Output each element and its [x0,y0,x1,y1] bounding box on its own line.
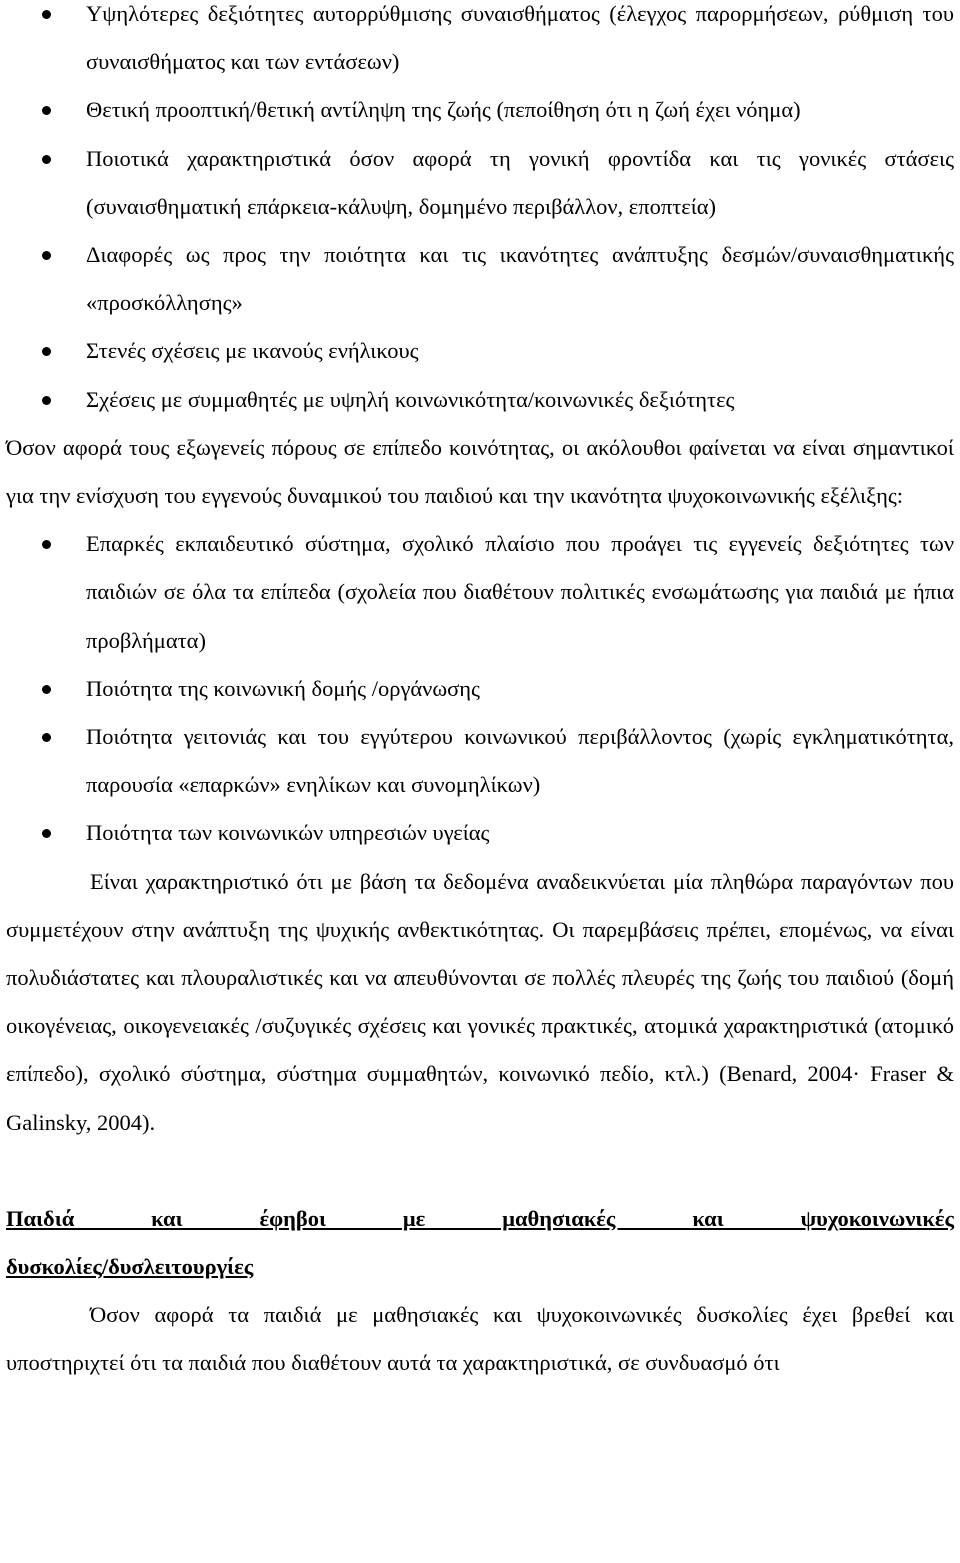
list-item [6,520,954,665]
list-item-text: Σχέσεις με συμμαθητές με υψηλή κοινωνικότητα/κοινωνικές δεξιότητες [86,386,735,412]
list-item-text: Ποιότητα των κοινωνικών υπηρεσιών υγείας [86,820,490,846]
bullet-icon [42,685,51,694]
conclusion-paragraph: Είναι χαρακτηριστικό ότι με βάση τα δεδομένα αναδεικνύεται μία πληθώρα παραγόντων που συμμετέχουν στην ανάπτυξη της ψυχικής ανθεκτικότητας. Οι παρεμβάσεις πρέπει, επομένως, να είναι πολυδιάστατες και πλουραλιστικές και να απευθύνονται σε πολλές πλευρές της ζωής του παιδιού (δομή οικογένειας, οικογενειακές /συζυγικές σχέσεις και γονικές πρακτικές, ατομικά χαρακτηριστικά (ατομικό επίπεδο), σχολικό σύστημα, σύστημα συμμαθητών, κοινωνικό πεδίο, κτλ.) (Benard, 2004· Fraser & Galinsky, 2004). [6,868,954,1135]
list-item-text: Στενές σχέσεις με ικανούς ενήλικους [86,338,419,364]
list-item [6,665,954,713]
bullet-icon [42,10,51,19]
list-item [6,713,954,809]
bullet-icon [42,733,51,742]
list-item [6,809,954,857]
bullet-icon [42,540,51,549]
list-item [6,231,954,327]
internal-factors-list [6,0,954,424]
list-item-text: Ποιότητα γειτονιάς και του εγγύτερου κοινωνικού περιβάλλοντος (χωρίς εγκληματικότητα, παρουσία «επαρκών» ενηλίκων και συνομηλίκων) [86,724,954,798]
bullet-icon [42,251,51,260]
bullet-icon [42,829,51,838]
external-factors-list [6,520,954,857]
list-item [6,376,954,424]
list-item-text: Διαφορές ως προς την ποιότητα και τις ικανότητες ανάπτυξης δεσμών/συναισθηματικής «προσκόλλησης» [86,242,954,316]
bullet-icon [42,396,51,405]
list-item-text: Υψηλότερες δεξιότητες αυτορρύθμισης συναισθήματος (έλεγχος παρορμήσεων, ρύθμιση του συναισθήματος και των εντάσεων) [86,1,954,75]
list-item [6,327,954,375]
list-item-text: Επαρκές εκπαιδευτικό σύστημα, σχολικό πλαίσιο που προάγει τις εγγενείς δεξιότητες των παιδιών σε όλα τα επίπεδα (σχολεία που διαθέτουν πολιτικές ενσωμάτωσης για παιδιά με ήπια προβλήματα) [86,531,954,653]
list-item-text: Θετική προοπτική/θετική αντίληψη της ζωής (πεποίθηση ότι η ζωή έχει νόημα) [86,97,801,123]
bullet-icon [42,155,51,164]
document-page [6,0,954,1388]
section-paragraph: Όσον αφορά τα παιδιά με μαθησιακές και ψυχοκοινωνικές δυσκολίες έχει βρεθεί και υποστηριχτεί ότι τα παιδιά που διαθέτουν αυτά τα χαρακτηριστικά, σε συνδυασμό ότι [6,1302,954,1376]
bullet-icon [42,106,51,115]
section-heading-line-1: Παιδιά και έφηβοι με μαθησιακές και ψυχοκοινωνικές [6,1205,954,1231]
bullet-icon [42,347,51,356]
list-item [6,135,954,231]
external-resources-intro: Όσον αφορά τους εξωγενείς πόρους σε επίπεδο κοινότητας, οι ακόλουθοι φαίνεται να είναι σημαντικοί για την ενίσχυση του εγγενούς δυναμικού του παιδιού και την ικανότητα ψυχοκοινωνικής εξέλιξης: [6,434,954,509]
list-item-text: Ποιοτικά χαρακτηριστικά όσον αφορά τη γονική φροντίδα και τις γονικές στάσεις (συναισθηματική επάρκεια-κάλυψη, δομημένο περιβάλλον, εποπτεία) [86,145,954,219]
section-heading-line-2: δυσκολίες/δυσλειτουργίες [6,1254,254,1280]
blank-line [6,1147,954,1195]
list-item [6,0,954,86]
list-item [6,86,954,134]
list-item-text: Ποιότητα της κοινωνική δομής /οργάνωσης [86,675,480,701]
